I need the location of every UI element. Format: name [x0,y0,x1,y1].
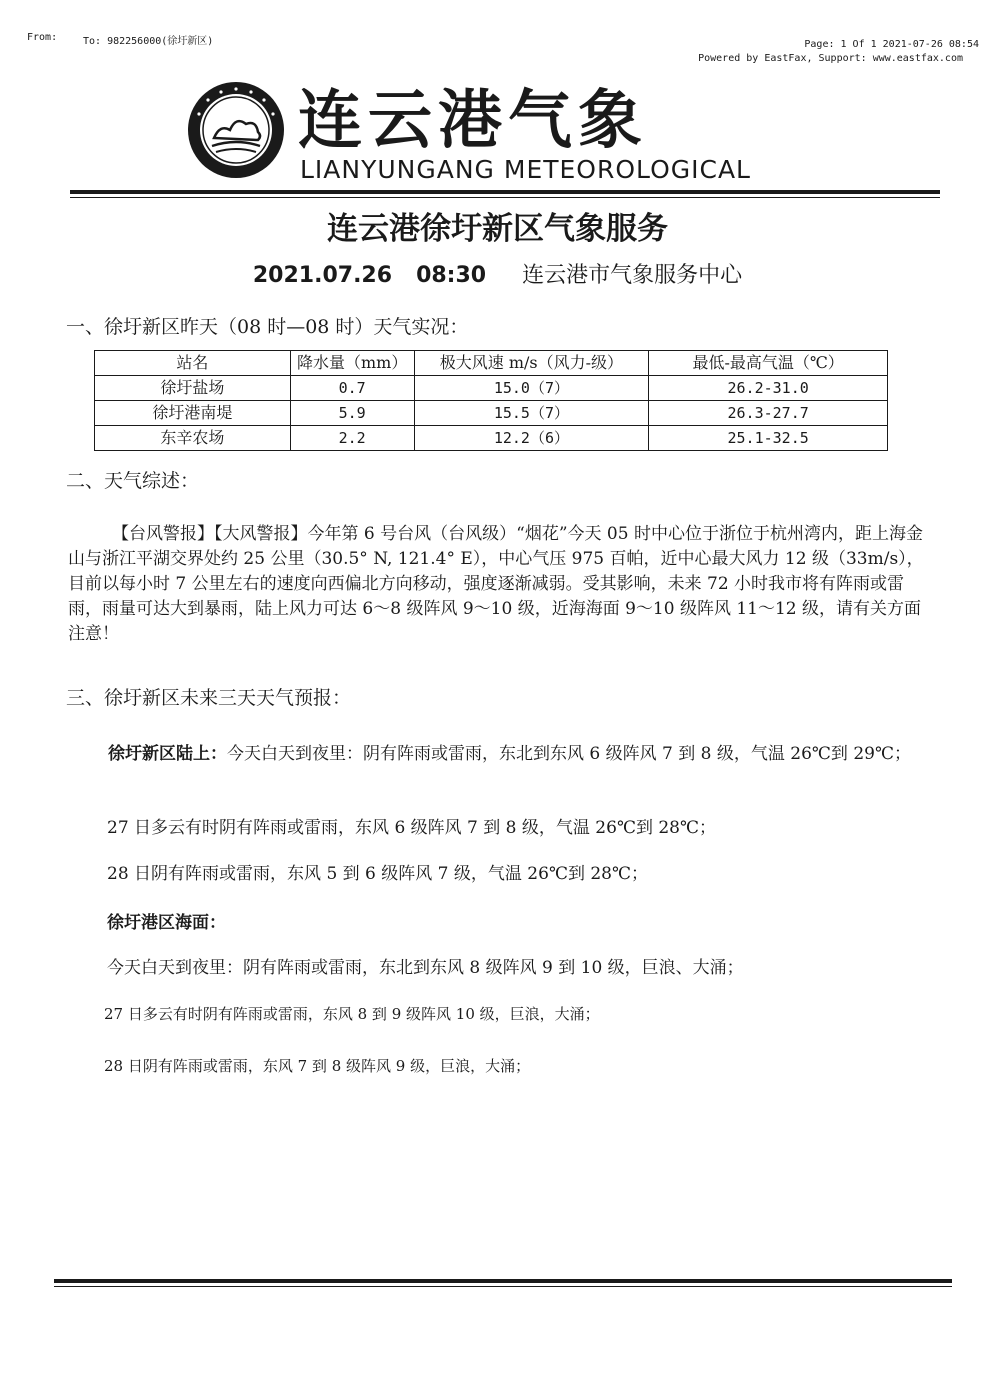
issue-date: 2021.07.26 [252,263,393,288]
station-name: 东辛农场 [95,426,291,451]
table-row [95,401,888,426]
fax-powered-by: Powered by EastFax, Support: www.eastfax.com [698,53,963,64]
weather-summary-text: 【台风警报】【大风警报】今年第 6 号台风（台风级）“烟花”今天 05 时中心位于浙位于杭州湾内，距上海金山与浙江平湖交界处约 25 公里（30.5° N, 121.4° E），中心气压 975 百帕，近中心最大风力 12 级（33m/s），目前以每小时 7 公里左右的速度向西偏北方向移动，强度逐渐减弱。受其影响，未来 72 小时我市将有阵雨或雷雨，雨量可达大到暴雨，陆上风力可达 6～8 级阵风 9～10 级，近海海面 9～10 级阵风 11～12 级，请有关方面注意！ [68,524,924,644]
col-header-precip: 降水量（mm） [290,351,414,376]
precip-value: 2.2 [290,426,414,451]
table-row [95,376,888,401]
issue-time: 08:30 [416,263,487,288]
wind-value: 12.2（6） [414,426,649,451]
precip-value: 0.7 [290,376,414,401]
observations-table [94,350,888,451]
wind-value: 15.0（7） [414,376,649,401]
sea-forecast-label: 徐圩港区海面： [107,913,226,933]
issue-info [0,258,995,294]
section-observations-heading: 一、徐圩新区昨天（08 时—08 时）天气实况： [66,316,469,338]
sea-forecast-27: 27 日多云有时阴有阵雨或雷雨，东风 8 到 9 级阵风 10 级，巨浪，大涌； [104,1005,600,1023]
sea-forecast-28: 28 日阴有阵雨或雷雨，东风 7 到 8 级阵风 9 级，巨浪，大涌； [104,1057,531,1075]
land-forecast-today-text: 今天白天到夜里：阴有阵雨或雷雨，东北到东风 6 级阵风 7 到 8 级，气温 26℃到 29℃； [227,744,911,764]
footer-divider [54,1279,952,1283]
col-header-station: 站名 [95,351,291,376]
land-forecast-label: 徐圩新区陆上： [108,744,227,764]
wind-value: 15.5（7） [414,401,649,426]
org-name-chinese: 连云港气象 [298,84,648,158]
land-forecast-28: 28 日阴有阵雨或雷雨，东风 5 到 6 级阵风 7 级，气温 26℃到 28℃； [107,864,649,884]
temp-range: 25.1-32.5 [649,426,888,451]
section-forecast-heading: 三、徐圩新区未来三天天气预报： [66,687,352,709]
land-forecast-today [68,741,938,767]
station-name: 徐圩港南堤 [95,401,291,426]
page-title: 连云港徐圩新区气象服务 [327,211,668,247]
temp-range: 26.3-27.7 [649,401,888,426]
table-header-row [95,351,888,376]
precip-value: 5.9 [290,401,414,426]
fax-page-info: Page: 1 Of 1 2021-07-26 08:54 [804,39,979,50]
footer-divider-thin [54,1286,952,1287]
station-name: 徐圩盐场 [95,376,291,401]
header-divider [70,190,940,194]
org-name-english: LIANYUNGANG METEOROLOGICAL [300,155,751,184]
issuer: 连云港市气象服务中心 [522,263,743,288]
section-summary-heading: 二、天气综述： [66,470,200,492]
land-forecast-27: 27 日多云有时阴有阵雨或雷雨，东风 6 级阵风 7 到 8 级，气温 26℃到 28℃； [107,818,717,838]
meteorological-seal-logo [186,80,286,180]
col-header-wind: 极大风速 m/s（风力-级） [414,351,649,376]
temp-range: 26.2-31.0 [649,376,888,401]
header-divider-thin [70,197,940,198]
fax-from-label: From: [27,32,58,43]
sea-forecast-today: 今天白天到夜里：阴有阵雨或雷雨，东北到东风 8 级阵风 9 到 10 级，巨浪、大涌； [107,958,744,978]
table-row [95,426,888,451]
col-header-temp: 最低-最高气温（℃） [649,351,888,376]
fax-recipient: To: 982256000(徐圩新区) [83,36,214,47]
